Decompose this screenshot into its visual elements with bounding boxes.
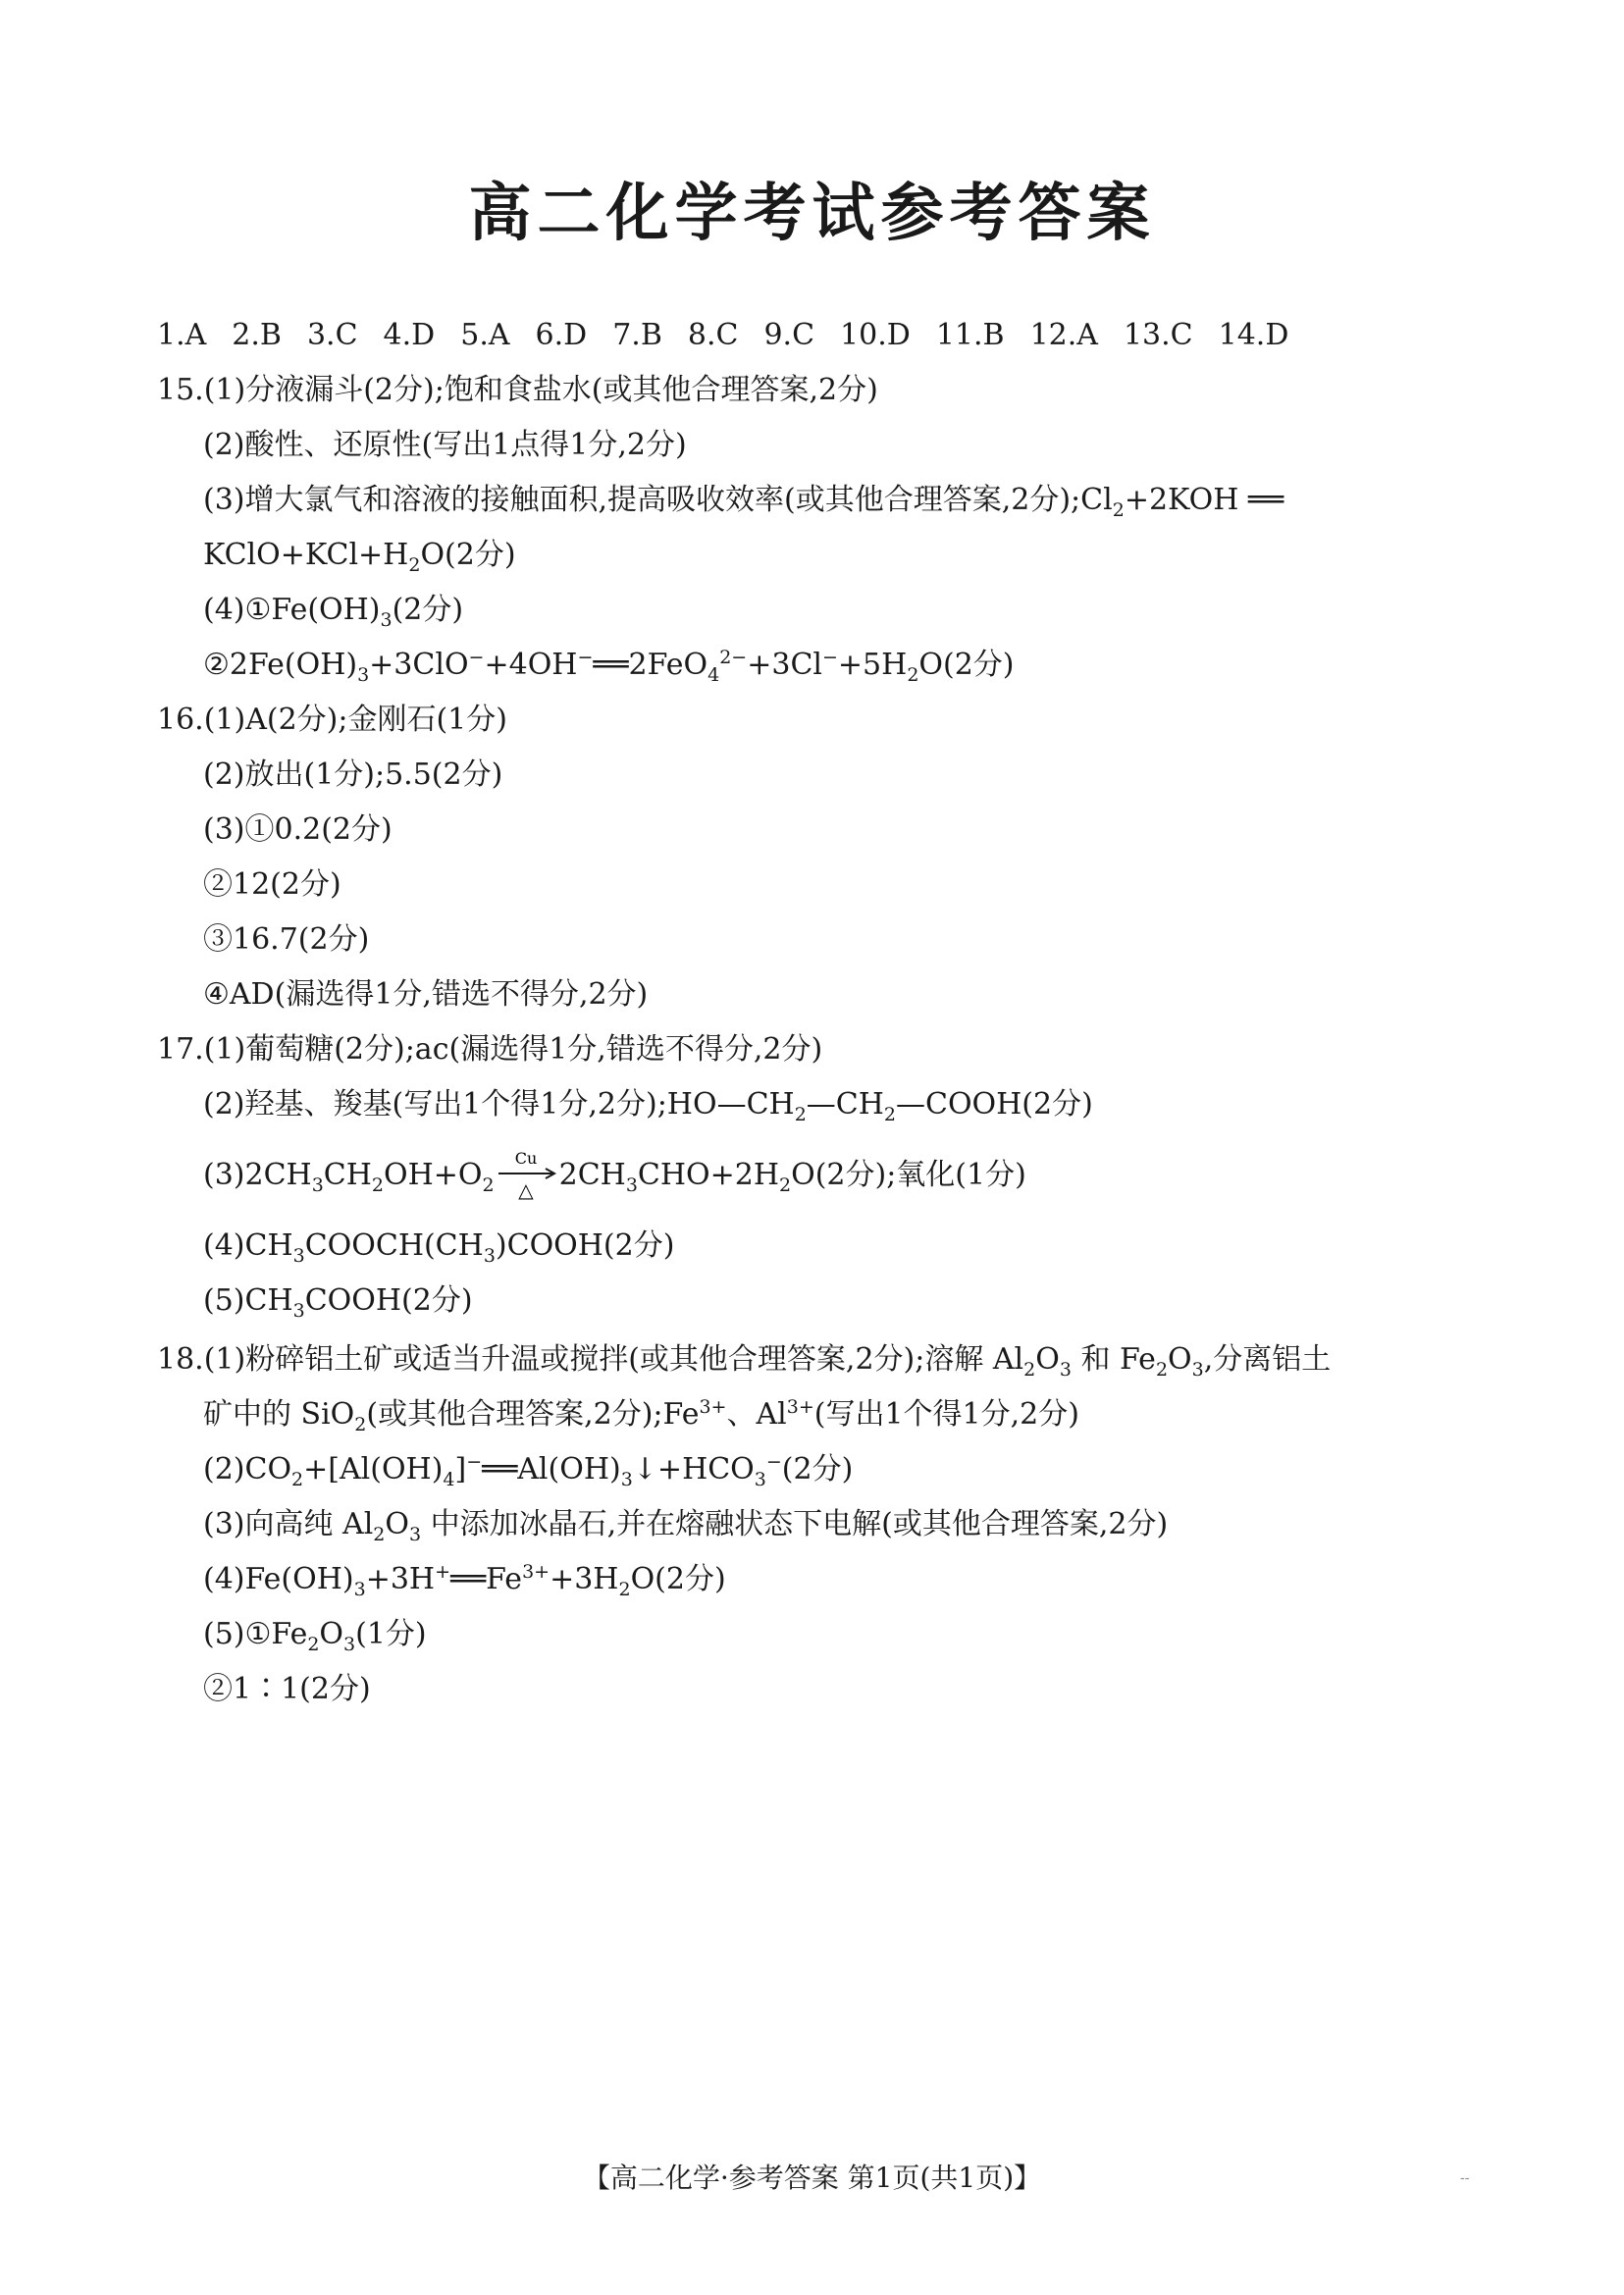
q15-line-1: 15.(1)分液漏斗(2分);饱和食盐水(或其他合理答案,2分) (157, 373, 878, 407)
page-title: 高二化学考试参考答案 (468, 178, 1156, 250)
mc-answer: 7.B (612, 318, 662, 352)
catalyst-label: Cu (514, 1150, 537, 1168)
q16-line-5: ③16.7(2分) (203, 922, 370, 957)
q15-line-3: (3)增大氯气和溶液的接触面积,提高吸收效率(或其他合理答案,2分)$;Cl_2+2KOH$ ══ (203, 483, 1284, 521)
mc-answers (157, 316, 1314, 355)
q15-line-2: (2)酸性、还原性(写出1点得1分,2分) (203, 428, 687, 462)
q16-line-1: 16.(1)A(2分);金刚石(1分) (157, 703, 507, 737)
mc-answer: 4.D (383, 318, 436, 352)
mc-answer: 8.C (687, 318, 739, 352)
q18-line-1: 18.(1)粉碎铝土矿或适当升温或搅拌(或其他合理答案,2分);溶解 $Al_2O_3$ 和 $Fe_2O_3$,分离铝土 (157, 1342, 1332, 1381)
mc-answer: 9.C (763, 318, 815, 352)
heat-symbol: △ (517, 1178, 534, 1202)
q17-line-3: $(3)2CH_3CH_2OH+O_2$ Cu △ $2CH_3CHO+2H_2O(2$分);氧化(1分) (203, 1150, 1026, 1202)
q16-line-3: (3)①0.2(2分) (203, 812, 393, 847)
q18-line-4: (3)向高纯 $Al_2O_3$ 中添加冰晶石,并在熔融状态下电解(或其他合理答案,2分) (203, 1507, 1169, 1545)
mc-answer: 2.B (232, 318, 282, 352)
page-footer: 【高二化学·参考答案 第1页(共1页)】 (582, 2162, 1042, 2194)
mc-answer: 10.D (840, 318, 911, 352)
mc-answer: 11.B (935, 318, 1005, 352)
corner-mark: -- (1460, 2170, 1470, 2186)
q16-line-2: (2)放出(1分);5.5(2分) (203, 757, 503, 792)
mc-answer: 5.A (460, 318, 510, 352)
q18-line-6: $(5)①Fe_2O_3(1$分) (203, 1617, 427, 1655)
q16-line-4: ②12(2分) (203, 867, 341, 902)
q17-line-5: $(5)CH_3COOH(2$分) (203, 1283, 473, 1322)
q18-line-5: $(4)Fe(OH)_3+3H^+══Fe^{3+}+3H_2O(2$分) (203, 1561, 726, 1600)
mc-answer: 1.A (157, 318, 207, 352)
mc-answer: 13.C (1123, 318, 1193, 352)
mc-answer: 3.C (306, 318, 358, 352)
q17-line-2: (2)羟基、羧基(写出1个得1分,2分)$;HO—CH_2—CH_2—COOH(2$分) (203, 1087, 1093, 1125)
mc-answer: 6.D (535, 318, 588, 352)
q18-line-7: ②1∶1(2分) (203, 1672, 371, 1706)
mc-answer: 14.D (1218, 318, 1289, 352)
q16-line-6: ④AD(漏选得1分,错选不得分,2分) (203, 977, 649, 1012)
q17-line-4: $(4)CH_3COOCH(CH_3)COOH(2$分) (203, 1228, 675, 1267)
q15-line-5: $(4)①Fe(OH)_3(2$分) (203, 593, 464, 631)
mc-answer: 12.A (1029, 318, 1098, 352)
reaction-arrow (497, 1150, 557, 1202)
q18-line-3: $(2)CO_2+[Al(OH)_4]^-══Al(OH)_3↓+HCO_3^-(2$分) (203, 1451, 854, 1490)
q17-line-1: 17.(1)葡萄糖(2分);ac(漏选得1分,错选不得分,2分) (157, 1032, 823, 1067)
q15-line-4: $KClO+KCl+H_2O(2$分) (203, 538, 516, 576)
q18-line-2: 矿中的 SiO$_2$(或其他合理答案,2分)$;Fe^{3+}$、$Al^{3+}$(写出1个得1分,2分) (203, 1396, 1079, 1435)
q15-line-6: $②2Fe(OH)_3+3ClO^-+4OH^-══2FeO_4^{2-}+3Cl^-+5H_2O(2$分) (203, 647, 1015, 686)
